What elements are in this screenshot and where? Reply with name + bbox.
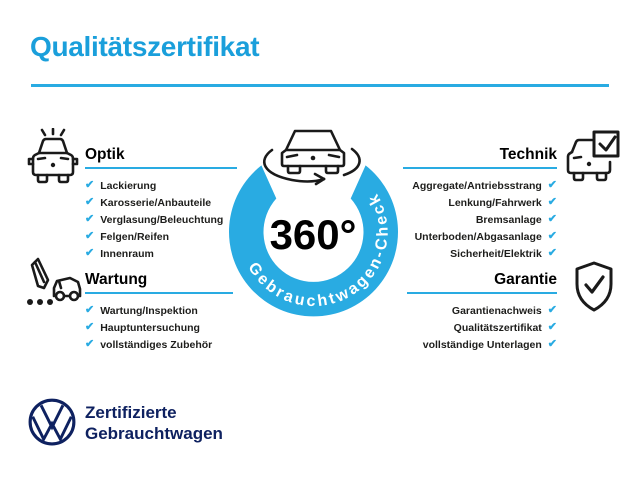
list-item-label: Bremsanlage <box>475 213 542 226</box>
footer-brand-text <box>85 402 223 444</box>
list-item-label: Aggregate/Antriebsstrang <box>412 179 542 192</box>
list-item-label: Hauptuntersuchung <box>100 321 200 334</box>
list-item-label: Wartung/Inspektion <box>100 304 198 317</box>
check-icon: ✔ <box>85 213 95 225</box>
check-icon: ✔ <box>547 321 557 333</box>
footer-line2: Gebrauchtwagen <box>85 424 223 443</box>
list-item-label: Garantienachweis <box>451 304 542 317</box>
section-title-optik: Optik <box>85 146 125 163</box>
degree-value: 360° <box>269 211 357 258</box>
check-icon: ✔ <box>85 179 95 191</box>
page-title: Qualitätszertifikat <box>30 31 260 62</box>
check-icon: ✔ <box>85 304 95 316</box>
vw-logo <box>27 397 77 447</box>
check-icon: ✔ <box>85 321 95 333</box>
list-item-label: Qualitätszertifikat <box>453 321 542 334</box>
list-item-label: Felgen/Reifen <box>100 230 170 243</box>
list-item-label: Verglasung/Beleuchtung <box>100 213 224 226</box>
car-rotation-icon <box>264 131 359 184</box>
section-title-wartung: Wartung <box>85 271 148 288</box>
check-icon: ✔ <box>85 247 95 259</box>
check-icon: ✔ <box>547 304 557 316</box>
check-icon: ✔ <box>85 196 95 208</box>
check-icon: ✔ <box>85 338 95 350</box>
list-item-label: Karosserie/Anbauteile <box>100 196 212 209</box>
list-item-label: Lenkung/Fahrwerk <box>448 196 542 209</box>
list-item-label: Sicherheit/Elektrik <box>450 247 542 260</box>
check-icon: ✔ <box>85 230 95 242</box>
footer-line1: Zertifizierte <box>85 403 177 422</box>
check-icon: ✔ <box>547 247 557 259</box>
list-item-label: vollständige Unterlagen <box>422 338 542 351</box>
section-title-garantie: Garantie <box>494 271 557 288</box>
ring-label-text: Gebrauchtwagen-Check <box>244 189 392 311</box>
check-icon: ✔ <box>547 179 557 191</box>
list-item-label: Innenraum <box>100 247 154 260</box>
check-icon: ✔ <box>547 213 557 225</box>
list-item-label: Unterboden/Abgasanlage <box>414 230 542 243</box>
check-icon: ✔ <box>547 196 557 208</box>
check-icon: ✔ <box>547 230 557 242</box>
list-item-label: Lackierung <box>100 179 157 192</box>
section-title-technik: Technik <box>499 146 557 163</box>
check-icon: ✔ <box>547 338 557 350</box>
list-item-label: vollständiges Zubehör <box>100 338 213 351</box>
